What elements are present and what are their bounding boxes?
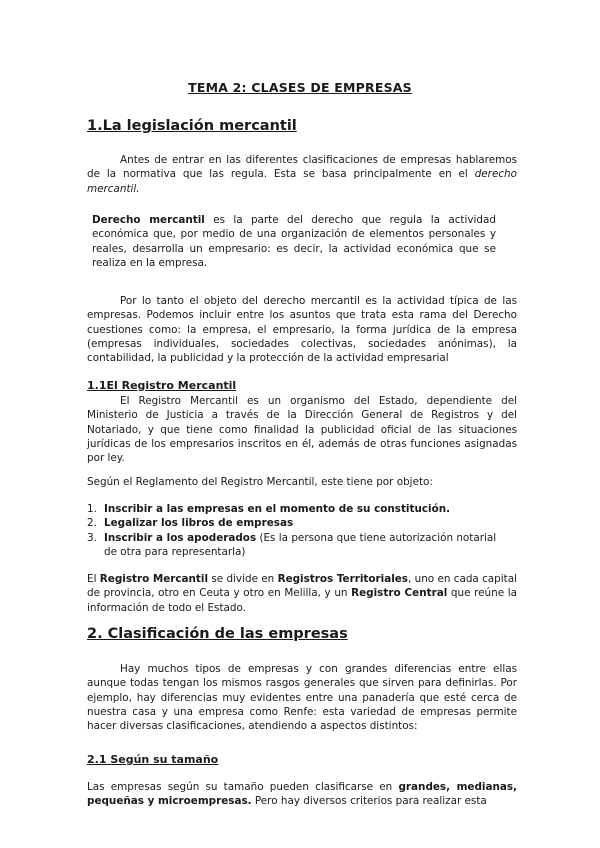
list-item-rest: (Es la persona que tiene autorización notarial de otra para representarla) xyxy=(104,531,497,558)
tamano-text: Pero hay diversos criterios para realizar esta xyxy=(251,795,487,808)
list-number: 3. xyxy=(87,531,97,544)
division-bold-central: Registro Central xyxy=(351,587,448,600)
list-item xyxy=(87,516,512,530)
list-item xyxy=(87,502,512,516)
reglamento-paragraph: Según el Reglamento del Registro Mercantil, este tiene por objeto: xyxy=(87,476,433,488)
clasificacion-paragraph: Hay muchos tipos de empresas y con grandes diferencias entre ellas aunque todas tengan los mismos rasgos generales que sirven para definirlas. Por ejemplo, hay diferencias muy evidentes entre una panadería que esté cerca de nuestra casa y una empresa como Renfe: esta variedad de empresas permite hacer diversas clasificaciones, atendiendo a aspectos distintos: xyxy=(87,663,517,733)
subsection-heading-tamano: 2.1 Según su tamaño xyxy=(87,753,219,766)
registro-paragraph: El Registro Mercantil es un organismo del Estado, dependiente del Ministerio de Justicia a través de la Dirección General de Registros y del Notariado, y que tiene como finalidad la publicidad oficial de las situaciones jurídicas de los empresarios inscritos en él, además de otras funciones asignadas por ley. xyxy=(87,395,517,465)
division-text: El xyxy=(87,573,100,585)
section-heading-clasificacion: 2. Clasificación de las empresas xyxy=(87,626,348,642)
division-text: que reúne la información de todo el Estado. xyxy=(87,587,517,614)
list-number: 2. xyxy=(87,517,97,530)
section-heading-legislacion: 1.La legislación mercantil xyxy=(87,118,297,134)
list-item xyxy=(87,531,512,560)
list-item-bold: Inscribir a los apoderados xyxy=(104,531,257,544)
tamano-bold: grandes, medianas, pequeñas y microempresas. xyxy=(87,781,517,808)
list-item-bold: Inscribir a las empresas en el momento de su constitución. xyxy=(104,503,451,515)
definition-text: es la parte del derecho que regula la actividad económica que, por medio de una organización de elementos personales y reales, desarrolla un empresario: es decir, la actividad económica que se realiza en la empresa. xyxy=(92,214,496,269)
definition-term: Derecho mercantil xyxy=(92,214,205,226)
objeto-paragraph: Por lo tanto el objeto del derecho mercantil es la actividad típica de las empresas. Podemos incluir entre los asuntos que trata esta rama del Derecho cuestiones como: la empresa, el empresario, la forma jurídica de la empresa (empresas individuales, sociedades colectivas, sociedades anónimas), la contabilidad, la publicidad y la protección de la actividad empresarial xyxy=(87,295,517,365)
document-title: TEMA 2: CLASES DE EMPRESAS xyxy=(188,80,412,95)
division-bold-territoriales: Registros Territoriales xyxy=(277,573,408,585)
list-number: 1. xyxy=(87,503,97,515)
objetivos-list xyxy=(87,502,512,559)
subsection-heading-registro: 1.1El Registro Mercantil xyxy=(87,379,237,392)
intro-text: Antes de entrar en las diferentes clasificaciones de empresas hablaremos de la normativa que las regula. Esta se basa principalmente en el xyxy=(87,154,517,181)
division-bold-registro: Registro Mercantil xyxy=(99,573,209,585)
intro-paragraph xyxy=(87,153,517,196)
tamano-paragraph xyxy=(87,780,517,809)
list-item-bold: Legalizar los libros de empresas xyxy=(104,517,294,530)
tamano-text: Las empresas según su tamaño pueden clasificarse en xyxy=(87,781,399,793)
intro-italic: derecho mercantil. xyxy=(87,168,517,195)
division-text: se divide en xyxy=(208,573,278,585)
division-text: , uno en cada capital de provincia, otro en Ceuta y otro en Melilla, y un xyxy=(87,573,517,600)
definition-paragraph xyxy=(92,213,496,270)
division-paragraph xyxy=(87,572,517,615)
